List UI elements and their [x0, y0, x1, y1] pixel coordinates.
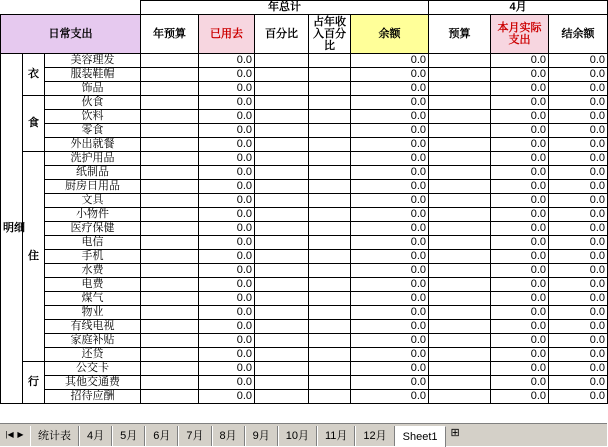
- cell-balance[interactable]: 0.0: [351, 166, 429, 180]
- cell-remain[interactable]: 0.0: [549, 278, 608, 292]
- item-label: 零食: [45, 124, 141, 138]
- cell-percent[interactable]: [255, 180, 309, 194]
- cell-balance[interactable]: 0.0: [351, 96, 429, 110]
- cell-actual[interactable]: 0.0: [491, 180, 549, 194]
- item-label: 手机: [45, 250, 141, 264]
- cell-remain[interactable]: 0.0: [549, 334, 608, 348]
- cell-budget[interactable]: [429, 362, 491, 376]
- cell-percent[interactable]: [255, 194, 309, 208]
- section-label: 明细: [1, 54, 23, 404]
- cell-remain[interactable]: 0.0: [549, 68, 608, 82]
- header-row: [1, 15, 608, 54]
- sheet-nav-buttons[interactable]: [0, 428, 30, 442]
- cell-percent[interactable]: [255, 236, 309, 250]
- cell-actual[interactable]: 0.0: [491, 208, 549, 222]
- cell-percent[interactable]: [255, 320, 309, 334]
- table-row[interactable]: [1, 68, 608, 82]
- cell-year-budget[interactable]: [141, 110, 199, 124]
- cell-used[interactable]: 0.0: [199, 348, 255, 362]
- cell-income-percent[interactable]: [309, 362, 351, 376]
- cell-used[interactable]: 0.0: [199, 264, 255, 278]
- cell-budget[interactable]: [429, 320, 491, 334]
- cell-year-budget[interactable]: [141, 264, 199, 278]
- group-label-0: 衣: [23, 54, 45, 96]
- cell-actual[interactable]: 0.0: [491, 390, 549, 404]
- cell-budget[interactable]: [429, 348, 491, 362]
- cell-percent[interactable]: [255, 264, 309, 278]
- cell-used[interactable]: 0.0: [199, 390, 255, 404]
- sheet-tabs[interactable]: [30, 426, 460, 446]
- cell-used[interactable]: 0.0: [199, 96, 255, 110]
- cell-remain[interactable]: 0.0: [549, 138, 608, 152]
- cell-income-percent[interactable]: [309, 390, 351, 404]
- table-row[interactable]: [1, 124, 608, 138]
- sheet-tab-7[interactable]: 10月: [278, 426, 317, 446]
- cell-actual[interactable]: 0.0: [491, 152, 549, 166]
- cell-remain[interactable]: 0.0: [549, 222, 608, 236]
- cell-year-budget[interactable]: [141, 362, 199, 376]
- table-row[interactable]: [1, 348, 608, 362]
- header-balance: 余额: [351, 15, 429, 54]
- table-row[interactable]: [1, 376, 608, 390]
- header-income-percent: 占年收入百分比: [309, 15, 351, 54]
- sheet-tab-8[interactable]: 11月: [317, 426, 355, 446]
- cell-percent[interactable]: [255, 362, 309, 376]
- cell-income-percent[interactable]: [309, 292, 351, 306]
- cell-percent[interactable]: [255, 68, 309, 82]
- sheet-tab-3[interactable]: 6月: [145, 426, 178, 446]
- cell-budget[interactable]: [429, 68, 491, 82]
- cell-balance[interactable]: 0.0: [351, 320, 429, 334]
- header-budget: 预算: [429, 15, 491, 54]
- cell-income-percent[interactable]: [309, 278, 351, 292]
- table-row[interactable]: [1, 110, 608, 124]
- sheet-tab-10[interactable]: Sheet1: [395, 426, 446, 447]
- cell-income-percent[interactable]: [309, 166, 351, 180]
- cell-actual[interactable]: 0.0: [491, 222, 549, 236]
- sheet-tab-1[interactable]: 4月: [79, 426, 112, 446]
- cell-percent[interactable]: [255, 138, 309, 152]
- header-actual: 本月实际支出: [491, 15, 549, 54]
- cell-used[interactable]: 0.0: [199, 124, 255, 138]
- header-expense: 日常支出: [1, 15, 141, 54]
- cell-actual[interactable]: 0.0: [491, 236, 549, 250]
- item-label: 物业: [45, 306, 141, 320]
- month-title: 4月: [429, 1, 608, 15]
- item-label: 公交卡: [45, 362, 141, 376]
- item-label: 其他交通费: [45, 376, 141, 390]
- table-row[interactable]: [1, 334, 608, 348]
- cell-used[interactable]: 0.0: [199, 362, 255, 376]
- cell-actual[interactable]: 0.0: [491, 376, 549, 390]
- cell-year-budget[interactable]: [141, 306, 199, 320]
- sheet-tab-2[interactable]: 5月: [112, 426, 145, 446]
- cell-balance[interactable]: 0.0: [351, 292, 429, 306]
- cell-remain[interactable]: 0.0: [549, 208, 608, 222]
- cell-income-percent[interactable]: [309, 264, 351, 278]
- cell-remain[interactable]: 0.0: [549, 236, 608, 250]
- cell-year-budget[interactable]: [141, 180, 199, 194]
- item-label: 外出就餐: [45, 138, 141, 152]
- cell-income-percent[interactable]: [309, 180, 351, 194]
- cell-remain[interactable]: 0.0: [549, 124, 608, 138]
- item-label: 煤气: [45, 292, 141, 306]
- cell-income-percent[interactable]: [309, 124, 351, 138]
- cell-balance[interactable]: 0.0: [351, 390, 429, 404]
- cell-remain[interactable]: 0.0: [549, 96, 608, 110]
- cell-income-percent[interactable]: [309, 138, 351, 152]
- cell-remain[interactable]: 0.0: [549, 362, 608, 376]
- item-label: 伙食: [45, 96, 141, 110]
- cell-actual[interactable]: 0.0: [491, 250, 549, 264]
- cell-percent[interactable]: [255, 166, 309, 180]
- cell-actual[interactable]: 0.0: [491, 82, 549, 96]
- table-row[interactable]: [1, 208, 608, 222]
- cell-balance[interactable]: 0.0: [351, 180, 429, 194]
- cell-percent[interactable]: [255, 110, 309, 124]
- cell-year-budget[interactable]: [141, 376, 199, 390]
- cell-year-budget[interactable]: [141, 320, 199, 334]
- item-label: 招待应酬: [45, 390, 141, 404]
- cell-used[interactable]: 0.0: [199, 208, 255, 222]
- cell-remain[interactable]: 0.0: [549, 152, 608, 166]
- cell-actual[interactable]: 0.0: [491, 110, 549, 124]
- cell-year-budget[interactable]: [141, 250, 199, 264]
- cell-year-budget[interactable]: [141, 68, 199, 82]
- cell-used[interactable]: 0.0: [199, 180, 255, 194]
- table-row[interactable]: [1, 152, 608, 166]
- cell-remain[interactable]: 0.0: [549, 264, 608, 278]
- cell-remain[interactable]: 0.0: [549, 320, 608, 334]
- cell-actual[interactable]: 0.0: [491, 334, 549, 348]
- cell-balance[interactable]: 0.0: [351, 194, 429, 208]
- cell-actual[interactable]: 0.0: [491, 68, 549, 82]
- cell-remain[interactable]: 0.0: [549, 180, 608, 194]
- cell-percent[interactable]: [255, 376, 309, 390]
- table-row[interactable]: [1, 194, 608, 208]
- cell-actual[interactable]: 0.0: [491, 320, 549, 334]
- cell-budget[interactable]: [429, 166, 491, 180]
- table-row[interactable]: [1, 166, 608, 180]
- cell-year-budget[interactable]: [141, 292, 199, 306]
- cell-budget[interactable]: [429, 390, 491, 404]
- cell-balance[interactable]: 0.0: [351, 138, 429, 152]
- cell-used[interactable]: 0.0: [199, 292, 255, 306]
- cell-budget[interactable]: [429, 334, 491, 348]
- item-label: 还贷: [45, 348, 141, 362]
- table-row[interactable]: [1, 96, 608, 110]
- cell-remain[interactable]: 0.0: [549, 250, 608, 264]
- table-row[interactable]: [1, 138, 608, 152]
- sheet-tab-6[interactable]: 9月: [245, 426, 278, 446]
- cell-used[interactable]: 0.0: [199, 250, 255, 264]
- item-label: 纸制品: [45, 166, 141, 180]
- cell-actual[interactable]: 0.0: [491, 348, 549, 362]
- item-label: 洗护用品: [45, 152, 141, 166]
- cell-percent[interactable]: [255, 208, 309, 222]
- cell-year-budget[interactable]: [141, 390, 199, 404]
- cell-budget[interactable]: [429, 222, 491, 236]
- cell-income-percent[interactable]: [309, 194, 351, 208]
- cell-balance[interactable]: 0.0: [351, 124, 429, 138]
- cell-year-budget[interactable]: [141, 138, 199, 152]
- cell-balance[interactable]: 0.0: [351, 54, 429, 68]
- cell-balance[interactable]: 0.0: [351, 306, 429, 320]
- cell-income-percent[interactable]: [309, 68, 351, 82]
- table-row[interactable]: [1, 250, 608, 264]
- cell-income-percent[interactable]: [309, 320, 351, 334]
- cell-year-budget[interactable]: [141, 222, 199, 236]
- sheet-tab-0[interactable]: 统计表: [30, 426, 79, 446]
- cell-budget[interactable]: [429, 306, 491, 320]
- table-row[interactable]: [1, 362, 608, 376]
- cell-used[interactable]: 0.0: [199, 306, 255, 320]
- cell-budget[interactable]: [429, 292, 491, 306]
- header-percent: 百分比: [255, 15, 309, 54]
- item-label: 医疗保健: [45, 222, 141, 236]
- item-label: 家庭补贴: [45, 334, 141, 348]
- group-label-3: 行: [23, 362, 45, 404]
- cell-actual[interactable]: 0.0: [491, 306, 549, 320]
- year-total-title: 年总计: [141, 1, 429, 15]
- group-label-2: 住: [23, 152, 45, 362]
- cell-remain[interactable]: 0.0: [549, 194, 608, 208]
- cell-income-percent[interactable]: [309, 96, 351, 110]
- cell-remain[interactable]: 0.0: [549, 54, 608, 68]
- cell-percent[interactable]: [255, 96, 309, 110]
- cell-year-budget[interactable]: [141, 208, 199, 222]
- cell-remain[interactable]: 0.0: [549, 390, 608, 404]
- item-label: 电信: [45, 236, 141, 250]
- table-row[interactable]: [1, 320, 608, 334]
- cell-income-percent[interactable]: [309, 152, 351, 166]
- cell-budget[interactable]: [429, 138, 491, 152]
- cell-balance[interactable]: 0.0: [351, 152, 429, 166]
- cell-actual[interactable]: 0.0: [491, 96, 549, 110]
- table-row[interactable]: [1, 292, 608, 306]
- cell-year-budget[interactable]: [141, 278, 199, 292]
- cell-budget[interactable]: [429, 236, 491, 250]
- cell-percent[interactable]: [255, 348, 309, 362]
- item-label: 文具: [45, 194, 141, 208]
- cell-budget[interactable]: [429, 278, 491, 292]
- cell-balance[interactable]: 0.0: [351, 376, 429, 390]
- cell-budget[interactable]: [429, 54, 491, 68]
- cell-used[interactable]: 0.0: [199, 54, 255, 68]
- cell-income-percent[interactable]: [309, 334, 351, 348]
- cell-used[interactable]: 0.0: [199, 82, 255, 96]
- sheet-tab-4[interactable]: 7月: [178, 426, 211, 446]
- cell-income-percent[interactable]: [309, 54, 351, 68]
- cell-balance[interactable]: 0.0: [351, 236, 429, 250]
- table-row[interactable]: [1, 180, 608, 194]
- cell-budget[interactable]: [429, 152, 491, 166]
- cell-balance[interactable]: 0.0: [351, 208, 429, 222]
- cell-budget[interactable]: [429, 110, 491, 124]
- cell-actual[interactable]: 0.0: [491, 278, 549, 292]
- cell-balance[interactable]: 0.0: [351, 264, 429, 278]
- cell-balance[interactable]: 0.0: [351, 278, 429, 292]
- item-label: 有线电视: [45, 320, 141, 334]
- cell-year-budget[interactable]: [141, 194, 199, 208]
- cell-balance[interactable]: 0.0: [351, 68, 429, 82]
- cell-percent[interactable]: [255, 390, 309, 404]
- cell-percent[interactable]: [255, 278, 309, 292]
- cell-balance[interactable]: 0.0: [351, 334, 429, 348]
- cell-balance[interactable]: 0.0: [351, 222, 429, 236]
- cell-balance[interactable]: 0.0: [351, 362, 429, 376]
- cell-actual[interactable]: 0.0: [491, 54, 549, 68]
- item-label: 美容理发: [45, 54, 141, 68]
- cell-remain[interactable]: 0.0: [549, 348, 608, 362]
- cell-used[interactable]: 0.0: [199, 222, 255, 236]
- cell-actual[interactable]: 0.0: [491, 166, 549, 180]
- cell-income-percent[interactable]: [309, 306, 351, 320]
- group-label-1: 食: [23, 96, 45, 152]
- cell-balance[interactable]: 0.0: [351, 250, 429, 264]
- cell-used[interactable]: 0.0: [199, 320, 255, 334]
- cell-income-percent[interactable]: [309, 250, 351, 264]
- cell-budget[interactable]: [429, 82, 491, 96]
- cell-percent[interactable]: [255, 54, 309, 68]
- cell-percent[interactable]: [255, 124, 309, 138]
- cell-remain[interactable]: 0.0: [549, 82, 608, 96]
- next-sheet-icon[interactable]: ▶: [17, 430, 24, 439]
- cell-income-percent[interactable]: [309, 348, 351, 362]
- table-row[interactable]: [1, 222, 608, 236]
- cell-income-percent[interactable]: [309, 222, 351, 236]
- cell-year-budget[interactable]: [141, 124, 199, 138]
- cell-used[interactable]: 0.0: [199, 152, 255, 166]
- cell-remain[interactable]: 0.0: [549, 376, 608, 390]
- sheet-tab-bar[interactable]: [0, 423, 607, 446]
- table-row[interactable]: [1, 306, 608, 320]
- cell-year-budget[interactable]: [141, 152, 199, 166]
- title-row: [1, 1, 608, 15]
- cell-year-budget[interactable]: [141, 54, 199, 68]
- cell-percent[interactable]: [255, 82, 309, 96]
- cell-remain[interactable]: 0.0: [549, 292, 608, 306]
- cell-budget[interactable]: [429, 250, 491, 264]
- item-label: 电费: [45, 278, 141, 292]
- table-row[interactable]: [1, 82, 608, 96]
- header-remain: 结余额: [549, 15, 608, 54]
- cell-remain[interactable]: 0.0: [549, 166, 608, 180]
- cell-budget[interactable]: [429, 180, 491, 194]
- cell-budget[interactable]: [429, 208, 491, 222]
- item-label: 饰品: [45, 82, 141, 96]
- cell-actual[interactable]: 0.0: [491, 138, 549, 152]
- cell-budget[interactable]: [429, 96, 491, 110]
- sheet-tab-9[interactable]: 12月: [355, 426, 394, 446]
- item-label: 厨房日用品: [45, 180, 141, 194]
- cell-balance[interactable]: 0.0: [351, 82, 429, 96]
- cell-percent[interactable]: [255, 152, 309, 166]
- cell-used[interactable]: 0.0: [199, 166, 255, 180]
- cell-year-budget[interactable]: [141, 236, 199, 250]
- cell-year-budget[interactable]: [141, 334, 199, 348]
- cell-used[interactable]: 0.0: [199, 68, 255, 82]
- cell-percent[interactable]: [255, 250, 309, 264]
- table-row[interactable]: [1, 390, 608, 404]
- item-label: 水费: [45, 264, 141, 278]
- cell-year-budget[interactable]: [141, 166, 199, 180]
- cell-income-percent[interactable]: [309, 82, 351, 96]
- cell-year-budget[interactable]: [141, 96, 199, 110]
- cell-budget[interactable]: [429, 194, 491, 208]
- header-used: 已用去: [199, 15, 255, 54]
- add-sheet-icon[interactable]: ⊞: [450, 427, 460, 439]
- cell-actual[interactable]: 0.0: [491, 194, 549, 208]
- cell-percent[interactable]: [255, 222, 309, 236]
- cell-percent[interactable]: [255, 306, 309, 320]
- cell-year-budget[interactable]: [141, 82, 199, 96]
- sheet-tab-5[interactable]: 8月: [212, 426, 245, 446]
- item-label: 饮料: [45, 110, 141, 124]
- first-sheet-icon[interactable]: |◀: [5, 430, 14, 439]
- cell-remain[interactable]: 0.0: [549, 306, 608, 320]
- cell-budget[interactable]: [429, 124, 491, 138]
- cell-balance[interactable]: 0.0: [351, 348, 429, 362]
- cell-used[interactable]: 0.0: [199, 376, 255, 390]
- cell-income-percent[interactable]: [309, 376, 351, 390]
- cell-income-percent[interactable]: [309, 236, 351, 250]
- cell-budget[interactable]: [429, 264, 491, 278]
- cell-income-percent[interactable]: [309, 110, 351, 124]
- cell-used[interactable]: 0.0: [199, 278, 255, 292]
- cell-used[interactable]: 0.0: [199, 194, 255, 208]
- cell-percent[interactable]: [255, 292, 309, 306]
- table-row[interactable]: [1, 264, 608, 278]
- cell-remain[interactable]: 0.0: [549, 110, 608, 124]
- cell-actual[interactable]: 0.0: [491, 124, 549, 138]
- cell-actual[interactable]: 0.0: [491, 264, 549, 278]
- cell-budget[interactable]: [429, 376, 491, 390]
- table-row[interactable]: [1, 236, 608, 250]
- table-row[interactable]: [1, 54, 608, 68]
- table-row[interactable]: [1, 278, 608, 292]
- item-label: 小物件: [45, 208, 141, 222]
- cell-used[interactable]: 0.0: [199, 236, 255, 250]
- cell-actual[interactable]: 0.0: [491, 362, 549, 376]
- cell-used[interactable]: 0.0: [199, 334, 255, 348]
- header-year-budget: 年预算: [141, 15, 199, 54]
- cell-percent[interactable]: [255, 334, 309, 348]
- cell-used[interactable]: 0.0: [199, 138, 255, 152]
- item-label: 服装鞋帽: [45, 68, 141, 82]
- cell-actual[interactable]: 0.0: [491, 292, 549, 306]
- cell-year-budget[interactable]: [141, 348, 199, 362]
- cell-used[interactable]: 0.0: [199, 110, 255, 124]
- cell-income-percent[interactable]: [309, 208, 351, 222]
- cell-balance[interactable]: 0.0: [351, 110, 429, 124]
